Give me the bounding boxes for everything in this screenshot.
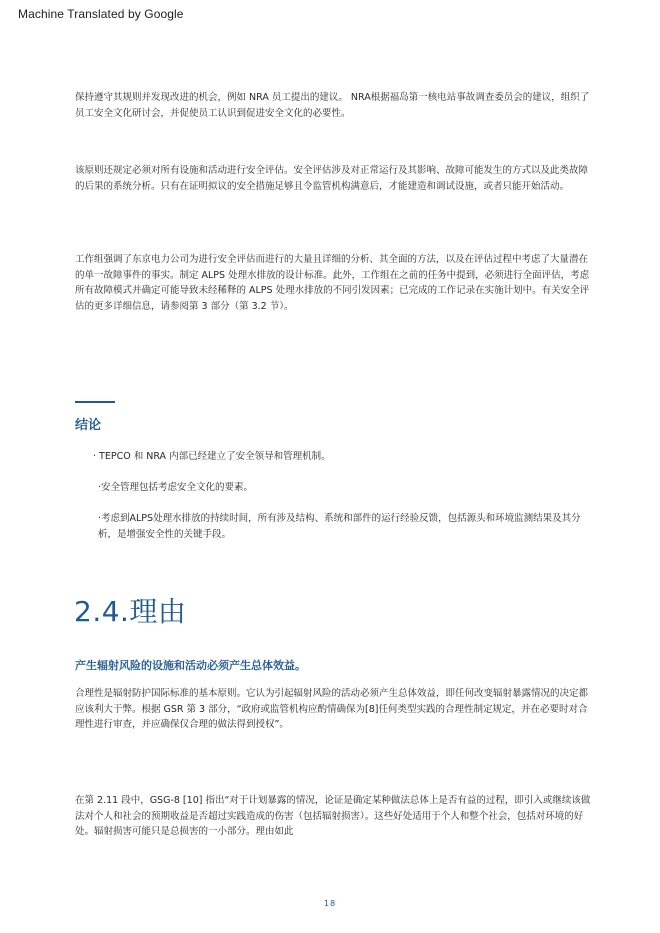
paragraph-safety-assessment-principle: 该原则还规定必须对所有设施和活动进行安全评估。安全评估涉及对正常运行及其影响、故障可能发生的方式以及此类故障的后果的系统分析。只有在证明拟议的安全措施足够且令监管机构满意后，才能建造和调试设施，或者只能开始活动。	[75, 165, 589, 192]
conclusion-bullet: · TEPCO 和 NRA 内部已经建立了安全领导和管理机制。	[93, 451, 331, 462]
conclusion-bullet: ·考虑到ALPS处理水排放的持续时间，所有涉及结构、系统和部件的运行经验反馈，包括源头和环境监测结果及其分析，是增强安全性的关键手段。	[98, 513, 581, 540]
paragraph-task-force-analysis: 工作组强调了东京电力公司为进行安全评估而进行的大量且详细的分析、其全面的方法，以及在评估过程中考虑了大量潜在的单一故障事件的事实。制定 ALPS 处理水排放的设计标准。此外，工作组在之前的任务中提到，必须进行全面评估，考虑所有故障模式并确定可能导致未经稀释的 ALPS 处理水排放的不同引发因素；已完成的工作记录在实施计划中。有关安全评估的更多详细信息，请参阅第 3 部分（第 3.2 节）。	[75, 254, 590, 312]
paragraph-staff-safety-culture: 保持遵守其规则并发现改进的机会，例如 NRA 员工提出的建议。 NRA根据福岛第一核电站事故调查委员会的建议，组织了员工安全文化研讨会，并促使员工认识到促进安全文化的必要性。	[75, 92, 590, 119]
machine-translation-banner: Machine Translated by Google	[18, 7, 184, 21]
section-divider-rule	[75, 401, 115, 403]
section-subtitle: 产生辐射风险的设施和活动必须产生总体效益。	[75, 659, 306, 672]
conclusion-bullet: ·安全管理包括考虑安全文化的要素。	[98, 482, 254, 493]
paragraph-justification-principle: 合理性是辐射防护国际标准的基本原则。它认为引起辐射风险的活动必须产生总体效益，即任何改变辐射暴露情况的决定都应该利大于弊。根据 GSR 第 3 部分，“政府或监管机构应酌情确保为[8]任何类型实践的合理性制定规定，并在必要时对合理性进行审查，并应确保仅合理的做法得到授权”。	[75, 688, 589, 730]
page-number: 18	[323, 899, 337, 908]
conclusions-heading: 结论	[75, 418, 102, 433]
section-title: 2.4.理由	[74, 595, 187, 628]
paragraph-gsg8-justification: 在第 2.11 段中，GSG-8 [10] 指出“对于计划暴露的情况，论证是确定某种做法总体上是否有益的过程，即引入或继续该做法对个人和社会的预期收益是否超过实践造成的伤害（包括辐射损害）。这些好处适用于个人和整个社会，包括对环境的好处。辐射损害可能只是总损害的一小部分。理由如此	[75, 795, 591, 837]
